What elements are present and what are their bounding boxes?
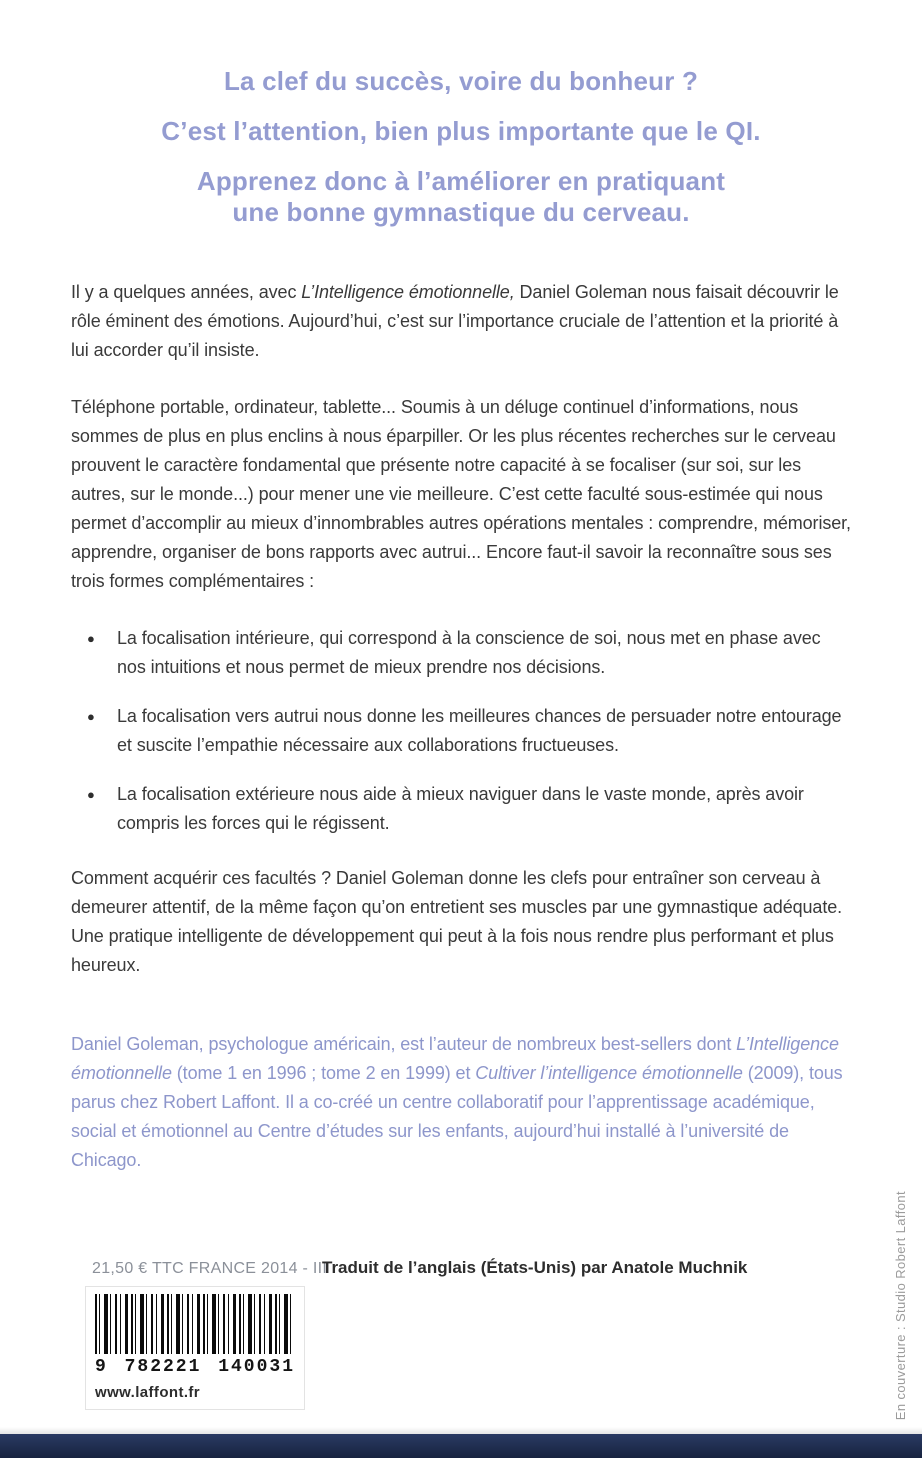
intro-text-1: Il y a quelques années, avec xyxy=(71,282,302,302)
closing-paragraph: Comment acquérir ces facultés ? Daniel Goleman donne les clefs pour entraîner son cerveau à demeurer attentif, de la même façon qu’on entretient ses muscles par une gymnastique adéquate. Une pratique intelligente de développement qui peut à la fois nous rendre plus performant et plus heureux. xyxy=(71,868,843,975)
bio-text-2: (tome 1 en 1996 ; tome 2 en 1999) et xyxy=(171,1063,476,1083)
headline-line-4: une bonne gymnastique du cerveau. xyxy=(232,197,690,227)
focus-bullet-list xyxy=(83,624,851,838)
barcode-icon xyxy=(95,1294,295,1354)
list-item xyxy=(83,702,851,760)
intro-paragraph xyxy=(71,278,851,365)
headline-line-3: Apprenez donc à l’améliorer en pratiquant xyxy=(196,166,726,196)
translation-credit: Traduit de l’anglais (États-Unis) par Anatole Muchnik xyxy=(322,1258,748,1277)
cover-bottom-band xyxy=(0,1434,922,1458)
barcode-lead-digit: 9 xyxy=(95,1357,108,1377)
body-copy xyxy=(71,228,851,980)
barcode-block xyxy=(85,1286,305,1410)
book-title-intelligence-emotionnelle: L’Intelligence émotionnelle, xyxy=(301,282,515,302)
bio-text-1: Daniel Goleman, psychologue américain, est l’auteur de nombreux best-sellers dont xyxy=(71,1034,737,1054)
bio-text-3: (2009), tous parus chez Robert Laffont. Il a co-créé un centre collaboratif pour l’apprentissage académique, social et émotionnel au Centre d’études sur les enfants, aujourd’hui installé à l’université de Chicago. xyxy=(71,1063,843,1170)
barcode-group-2: 140031 xyxy=(218,1357,295,1377)
headline-line-1: La clef du succès, voire du bonheur ? xyxy=(223,66,699,96)
headline-block xyxy=(0,0,922,228)
cover-credit-vertical: En couverture : Studio Robert Laffont xyxy=(893,1190,908,1420)
list-item xyxy=(83,624,851,682)
list-item xyxy=(83,780,851,838)
paragraph-focus: Téléphone portable, ordinateur, tablette... Soumis à un déluge continuel d’informations, nous sommes de plus en plus enclins à nous éparpiller. Or les plus récentes recherches sur le cerveau prouvent le caractère fondamental que présente notre capacité à se focaliser (sur soi, sur les autres, sur le monde...) pour mener une vie meilleure. C’est cette faculté sous-estimée qui nous permet d’accomplir au mieux d’innombrables autres opérations mentales : comprendre, mémoriser, apprendre, organiser de bons rapports avec autrui... Encore faut-il savoir la reconnaître sous ses trois formes complémentaires : xyxy=(71,397,851,591)
barcode-number xyxy=(95,1357,295,1377)
barcode-group-1: 782221 xyxy=(124,1357,202,1377)
headline-line-2: C’est l’attention, bien plus importante que le QI. xyxy=(161,116,761,146)
bullet-icon: ● xyxy=(87,631,95,646)
page-edge-shadow xyxy=(0,1427,922,1434)
bullet-text-autrui: La focalisation vers autrui nous donne les meilleures chances de persuader notre entourage et suscite l’empathie nécessaire aux collaborations fructueuses. xyxy=(117,706,842,755)
price-label: 21,50 € TTC FRANCE 2014 - III xyxy=(92,1260,328,1277)
bullet-text-exterieure: La focalisation extérieure nous aide à mieux naviguer dans le vaste monde, après avoir compris les forces qui le régissent. xyxy=(117,784,804,833)
bullet-icon: ● xyxy=(87,787,95,802)
author-bio xyxy=(71,1030,851,1175)
bullet-text-interieure: La focalisation intérieure, qui correspond à la conscience de soi, nous met en phase avec nos intuitions et nous permet de mieux prendre nos décisions. xyxy=(117,628,821,677)
intro-text-2: Daniel Goleman nous faisait découvrir le rôle éminent des émotions. Aujourd’hui, c’est sur l’importance cruciale de l’attention et la priorité à lui accorder qu’il insiste. xyxy=(71,282,839,360)
book-title-1: L’Intelligence émotionnelle xyxy=(71,1034,839,1083)
book-title-2: Cultiver l’intelligence émotionnelle xyxy=(475,1063,743,1083)
publisher-website: www.laffont.fr xyxy=(95,1384,201,1401)
bullet-icon: ● xyxy=(87,709,95,724)
